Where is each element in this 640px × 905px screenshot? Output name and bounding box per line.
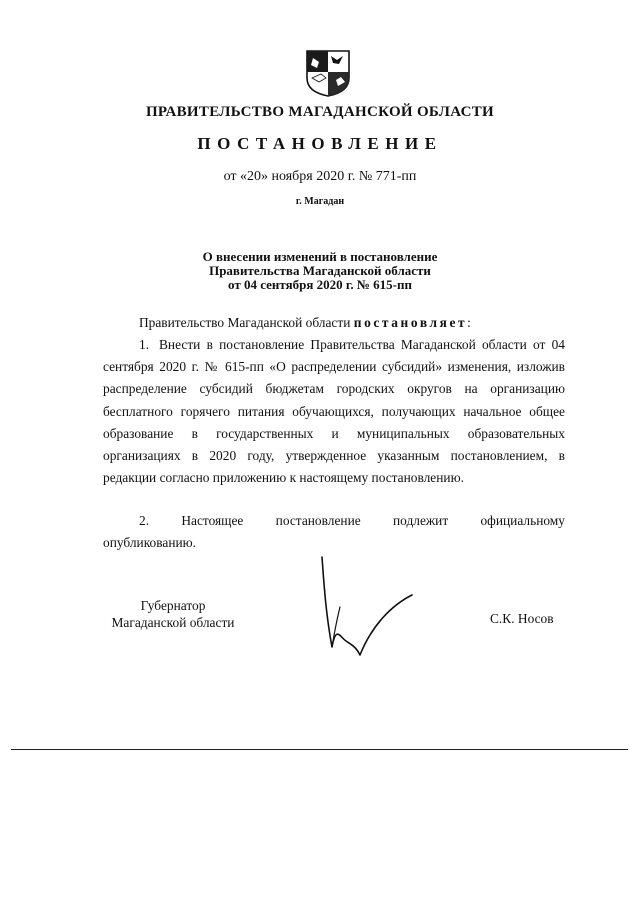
signer-title-line: Губернатор (140, 598, 206, 613)
preamble-colon: : (467, 315, 471, 330)
item-2 (103, 510, 565, 554)
signer-title-line: Магаданской области (111, 615, 235, 630)
subject-line: Правительства Магаданской области (209, 263, 431, 278)
item-2-first-line (103, 510, 565, 532)
preamble-verb: постановляет (353, 315, 468, 330)
government-name: ПРАВИТЕЛЬСТВО МАГАДАНСКОЙ ОБЛАСТИ (145, 104, 495, 120)
preamble-subject: Правительство Магаданской области (139, 315, 351, 330)
item-word: официальному (480, 513, 565, 528)
subject-line: О внесении изменений в постановление (202, 249, 438, 264)
page-divider (11, 749, 628, 750)
item-number: 1. (139, 337, 150, 352)
coat-of-arms-emblem (303, 48, 353, 98)
handwritten-signature (312, 555, 422, 665)
preamble (103, 312, 565, 334)
item-1 (103, 334, 565, 489)
signer-name: С.К. Носов (490, 611, 554, 626)
signer-title (103, 597, 243, 631)
document-date-number: от «20» ноября 2020 г. № 771-пп (223, 169, 417, 184)
item-word: подлежит (392, 513, 449, 528)
item-text: Внести в постановление Правительства Магаданской области от 04 сентября 2020 г. № 615-пп «О распределении субсидий» изменения, изложив распределение субсидий бюджетам городских округов на организацию бесплатного горячего питания обучающихся, получающих начальное общее образование в государственных и муниципальных образовательных организациях в 2020 году, утвержденное указанным постановлением, в редакции согласно приложению к настоящему постановлению. (103, 337, 565, 486)
item-2-last-line: опубликованию. (103, 535, 197, 551)
document-subject (0, 250, 640, 292)
item-word: Настоящее (181, 513, 244, 528)
document-city: г. Магадан (295, 196, 345, 207)
subject-line: от 04 сентября 2020 г. № 615-пп (228, 277, 412, 292)
document-type: ПОСТАНОВЛЕНИЕ (197, 134, 443, 153)
item-number: 2. (139, 513, 150, 528)
item-word: постановление (275, 513, 361, 528)
